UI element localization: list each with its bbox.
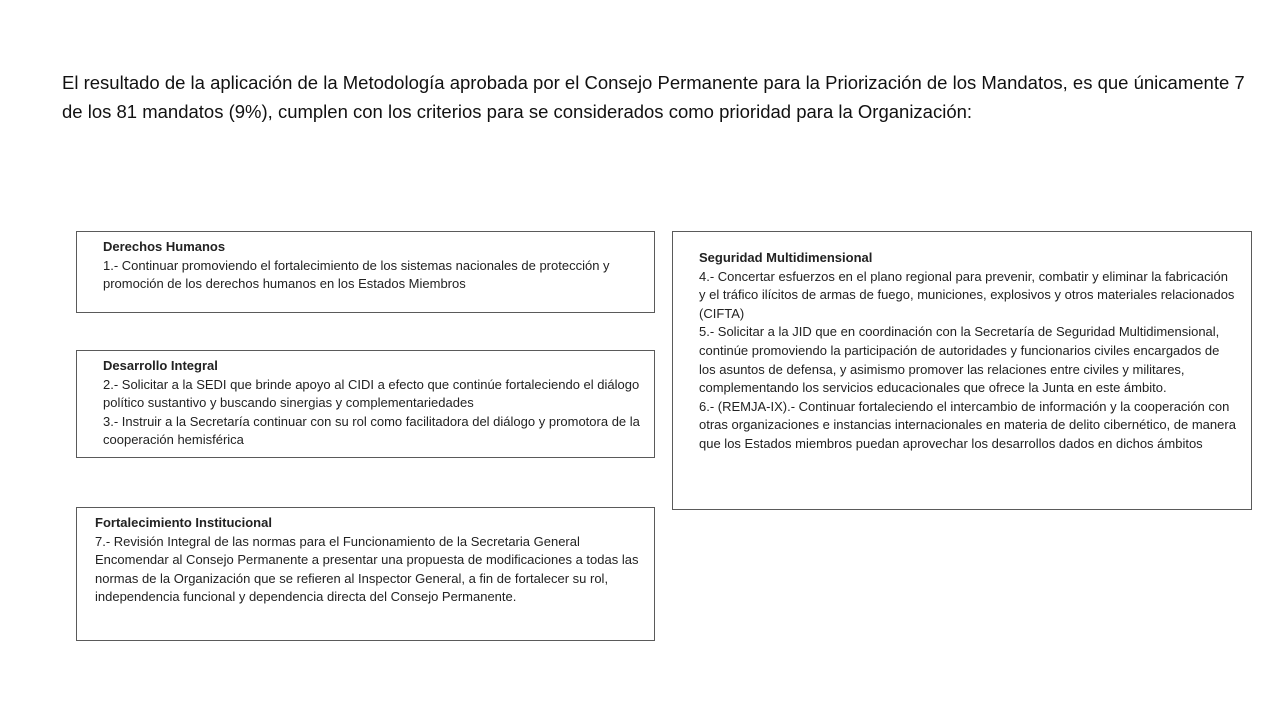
- mandate-item-1: 1.- Continuar promoviendo el fortalecimiento de los sistemas nacionales de protección y promoción de los derechos humanos en los Estados Miembros: [103, 257, 610, 292]
- desarrollo-integral-title: Desarrollo Integral: [103, 358, 218, 373]
- mandate-item-2: 2.- Solicitar a la SEDI que brinde apoyo al CIDI a efecto que continúe fortaleciendo el diálogo político sustantivo y buscando sinergias y complementariedades: [103, 376, 640, 411]
- fortalecimiento-institucional-box: [76, 507, 655, 641]
- mandate-item-7: 7.- Revisión Integral de las normas para el Funcionamiento de la Secretaria General Encomendar al Consejo Permanente a presentar una propuesta de modificaciones a todas las normas de la Organización que se refieren al Inspector General, a fin de fortalecer su rol, independencia funcional y dependencia directa del Consejo Permanente.: [95, 533, 639, 605]
- mandate-item-6: 6.- (REMJA-IX).- Continuar fortaleciendo el intercambio de información y la cooperación con otras organizaciones e instancias internacionales en materia de delito cibernético, de manera que los Estados miembros puedan aprovechar los desarrollos dados en dichos ámbitos: [699, 398, 1236, 451]
- fortalecimiento-institucional-title: Fortalecimiento Institucional: [95, 515, 272, 530]
- derechos-humanos-title: Derechos Humanos: [103, 239, 226, 254]
- mandate-item-3: 3.- Instruir a la Secretaría continuar con su rol como facilitadora del diálogo y promotora de la cooperación hemisférica: [103, 413, 640, 448]
- desarrollo-integral-box: [76, 350, 655, 458]
- seguridad-multidimensional-title: Seguridad Multidimensional: [699, 250, 873, 265]
- intro-paragraph: El resultado de la aplicación de la Metodología aprobada por el Consejo Permanente para la Priorización de los Mandatos, es que únicamente 7 de los 81 mandatos (9%), cumplen con los criterios para se considerados como prioridad para la Organización:: [62, 72, 1245, 122]
- mandate-item-4: 4.- Concertar esfuerzos en el plano regional para prevenir, combatir y eliminar la fabricación y el tráfico ilícitos de armas de fuego, municiones, explosivos y otros materiales relacionados (CIFTA): [699, 268, 1235, 321]
- mandate-item-5: 5.- Solicitar a la JID que en coordinación con la Secretaría de Seguridad Multidimensional, continúe promoviendo la participación de autoridades y funcionarios civiles encargados de los asuntos de defensa, y asimismo promover las relaciones entre civiles y militares, complementando los servicios educacionales que ofrece la Junta en este ámbito.: [699, 324, 1220, 396]
- derechos-humanos-box: [76, 231, 655, 313]
- seguridad-multidimensional-box: [672, 231, 1252, 510]
